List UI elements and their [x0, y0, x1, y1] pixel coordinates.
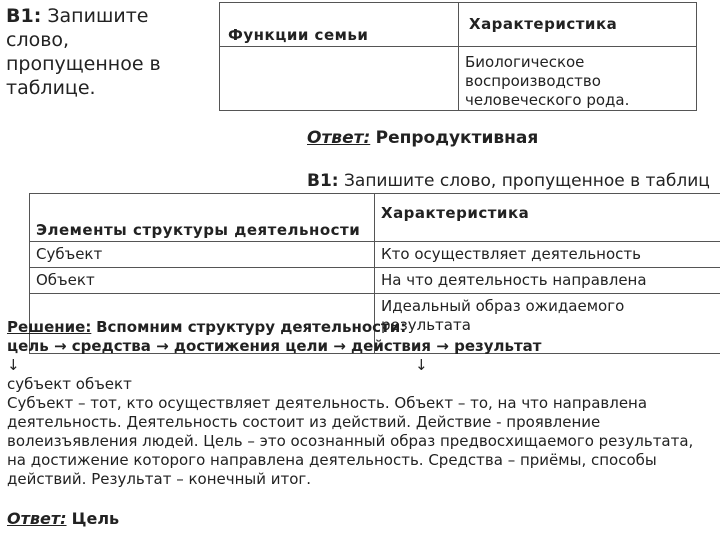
task2-col2-header: Характеристика: [381, 204, 530, 222]
task2-row1-left: Объект: [36, 271, 95, 289]
task2-row1-right: На что деятельность направлена: [381, 271, 647, 289]
task2-row0-left: Субъект: [36, 245, 103, 263]
arrow-down-icon: ↓: [7, 356, 20, 374]
task1-row-cell: [459, 47, 697, 111]
solution-label: Решение:: [7, 318, 92, 336]
task1-label: В1:: [6, 5, 42, 27]
task1-table: [219, 2, 697, 111]
task2-text: Запишите слово, пропущенное в таблиц: [344, 171, 710, 191]
solution-intro: Вспомним структуру деятельности:: [96, 318, 407, 336]
task2-question: [307, 171, 710, 191]
solution-header: [7, 318, 707, 337]
solution-answer-value: Цель: [71, 509, 120, 528]
table-row: [375, 242, 720, 268]
task1-answer: [307, 128, 538, 148]
task1-col1-header-cell: [220, 3, 459, 47]
task1-row-text: Биологическое воспроизводство человеческого рода.: [465, 53, 630, 109]
task1-answer-value: Репродуктивная: [375, 128, 539, 148]
task2-col2-header-cell: [375, 194, 720, 242]
solution-sub-line: субъект объект: [7, 375, 132, 393]
task1-col2-header-cell: [459, 3, 697, 47]
solution-answer-label: Ответ:: [7, 509, 67, 528]
task2-col1-header-cell: [30, 194, 375, 242]
table-row: [30, 242, 375, 268]
task1-col1-header: Функции семьи: [228, 26, 369, 44]
task1-text: Запишите слово, пропущенное в таблице.: [6, 5, 161, 99]
solution-body: Субъект – тот, кто осуществляет деятельность. Объект – то, на что направлена деятельность. Деятельность состоит из действий. Действие - проявление волеизъявления людей. Цель – это осознанный образ предвосхищаемого результата, на достижение которого направлена деятельность. Средства – приёмы, способы действий. Результат – конечный итог.: [7, 394, 694, 488]
task2-row2-right: Идеальный образ ожидаемого результата: [381, 297, 625, 334]
solution-answer: [7, 509, 119, 528]
solution-block: [7, 318, 707, 489]
arrow-down-icon: ↓: [415, 356, 428, 374]
solution-chain: цель → средства → достижения цели → действия → результат: [7, 337, 542, 355]
task2-col1-header: Элементы структуры деятельности: [36, 221, 361, 239]
task2-row0-right: Кто осуществляет деятельность: [381, 245, 641, 263]
task1-col2-header: Характеристика: [469, 15, 618, 33]
task1-empty-cell: [220, 47, 459, 111]
table-row: [375, 268, 720, 294]
task2-label: В1:: [307, 171, 339, 191]
solution-arrows: [7, 356, 707, 375]
task1-answer-label: Ответ:: [307, 128, 371, 148]
task1-question: [6, 4, 206, 100]
table-row: [30, 268, 375, 294]
